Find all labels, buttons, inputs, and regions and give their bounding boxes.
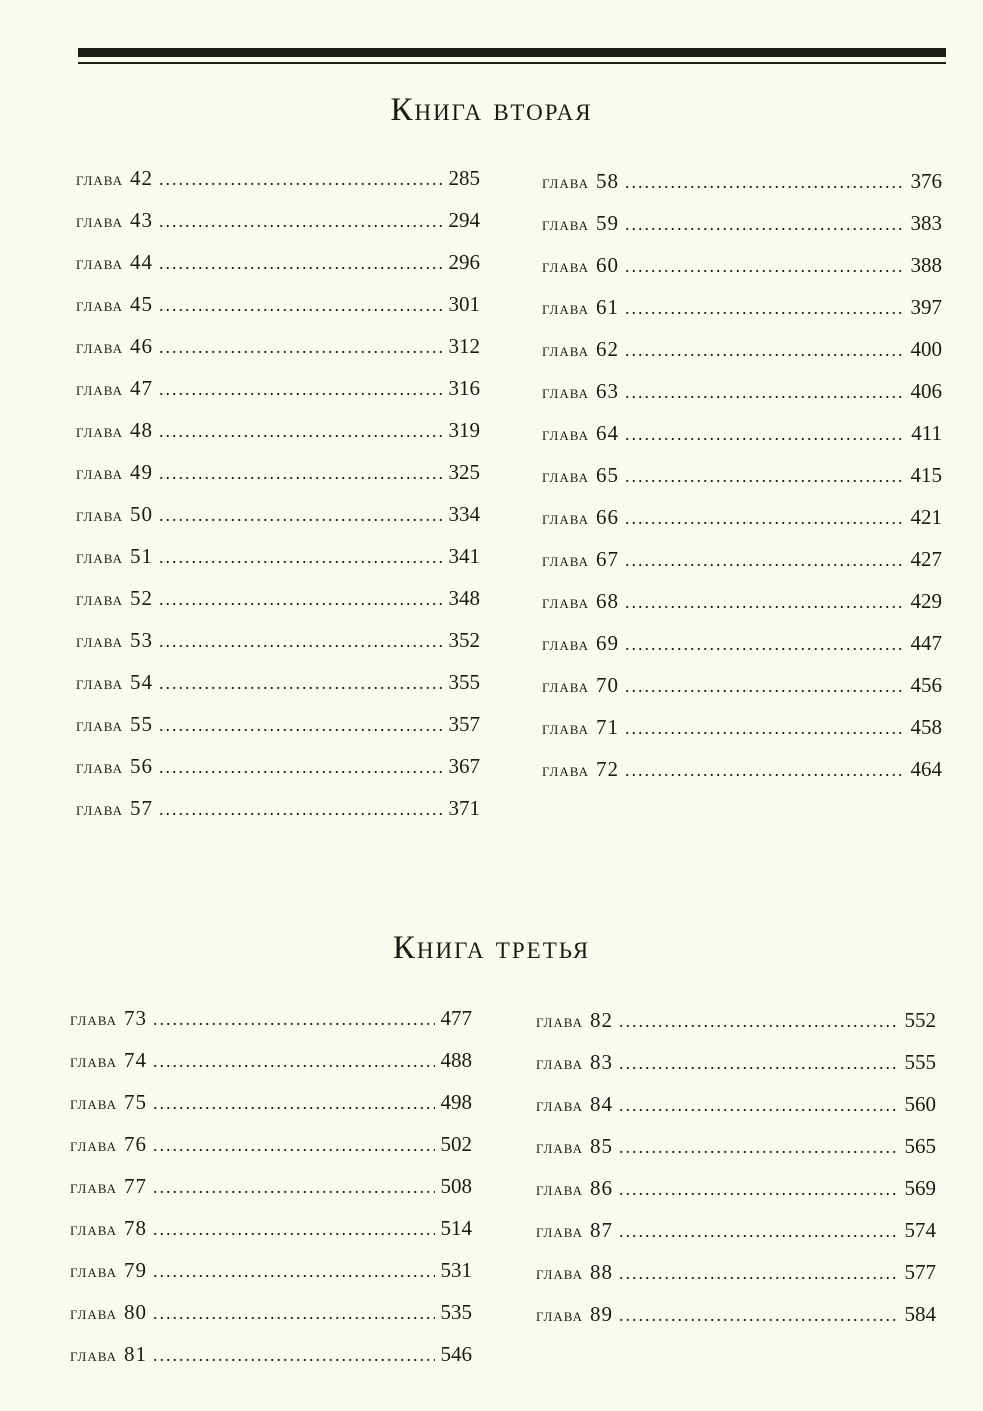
toc-entry [70, 1296, 472, 1328]
toc-entry [542, 459, 942, 491]
chapter-heading [536, 1214, 613, 1248]
page-number: 552 [904, 1008, 936, 1032]
chapter-heading [70, 1002, 147, 1036]
chapter-heading [70, 1086, 147, 1120]
dot-leader [625, 250, 905, 282]
page-number: 429 [910, 589, 942, 613]
chapter-number: 54 [129, 670, 153, 694]
page-number: 355 [448, 670, 480, 694]
chapter-number: 44 [129, 250, 153, 274]
chapter-heading [70, 1254, 147, 1288]
chapter-label: глава [76, 799, 123, 820]
chapter-label: глава [542, 508, 589, 529]
toc-entry [70, 1254, 472, 1286]
chapter-number: 71 [595, 715, 619, 739]
dot-leader [159, 625, 443, 657]
chapter-label: глава [76, 547, 123, 568]
dot-leader [625, 166, 905, 198]
header-rule-thin [78, 62, 946, 64]
dot-leader [159, 457, 443, 489]
chapter-number: 55 [129, 712, 153, 736]
page-number: 464 [910, 757, 942, 781]
chapter-label: глава [542, 466, 589, 487]
toc-entry [542, 207, 942, 239]
page-number: 514 [440, 1216, 472, 1240]
chapter-number: 77 [123, 1174, 147, 1198]
page-number: 447 [910, 631, 942, 655]
dot-leader [625, 460, 905, 492]
page-number: 555 [904, 1050, 936, 1074]
chapter-heading [542, 249, 619, 283]
toc-entry [542, 165, 942, 197]
page-number: 477 [440, 1006, 472, 1030]
chapter-label: глава [76, 253, 123, 274]
page-number: 296 [448, 250, 480, 274]
chapter-heading [70, 1044, 147, 1078]
toc-entry [536, 1088, 936, 1120]
chapter-heading [76, 624, 153, 658]
page-number: 367 [448, 754, 480, 778]
chapter-number: 62 [595, 337, 619, 361]
chapter-heading [70, 1128, 147, 1162]
toc-entry [70, 1170, 472, 1202]
chapter-label: глава [70, 1135, 117, 1156]
chapter-heading [76, 498, 153, 532]
chapter-heading [76, 372, 153, 406]
page-number: 535 [440, 1300, 472, 1324]
chapter-number: 75 [123, 1090, 147, 1114]
page-number: 415 [910, 463, 942, 487]
dot-leader [619, 1173, 899, 1205]
dot-leader [153, 1003, 435, 1035]
toc-entry [70, 1212, 472, 1244]
chapter-heading [536, 1298, 613, 1332]
toc-entry [76, 162, 480, 194]
chapter-heading [70, 1170, 147, 1204]
chapter-label: глава [70, 1261, 117, 1282]
chapter-number: 80 [123, 1300, 147, 1324]
toc-entry [536, 1214, 936, 1246]
chapter-heading [76, 246, 153, 280]
dot-leader [159, 373, 443, 405]
chapter-number: 83 [589, 1050, 613, 1074]
chapter-label: глава [76, 379, 123, 400]
page-number: 488 [440, 1048, 472, 1072]
toc-entry [536, 1004, 936, 1036]
chapter-label: глава [70, 1051, 117, 1072]
toc-entry [76, 330, 480, 362]
chapter-heading [70, 1212, 147, 1246]
toc-entry [536, 1172, 936, 1204]
page-number: 352 [448, 628, 480, 652]
dot-leader [619, 1215, 899, 1247]
toc-entry [70, 1086, 472, 1118]
chapter-heading [76, 792, 153, 826]
chapter-number: 82 [589, 1008, 613, 1032]
chapter-heading [536, 1130, 613, 1164]
chapter-number: 53 [129, 628, 153, 652]
chapter-label: глава [536, 1095, 583, 1116]
chapter-heading [542, 711, 619, 745]
chapter-number: 79 [123, 1258, 147, 1282]
chapter-heading [542, 627, 619, 661]
toc-entry [542, 585, 942, 617]
chapter-heading [76, 414, 153, 448]
chapter-heading [76, 666, 153, 700]
dot-leader [625, 586, 905, 618]
toc-entry [76, 666, 480, 698]
chapter-label: глава [76, 295, 123, 316]
chapter-heading [76, 456, 153, 490]
chapter-label: глава [70, 1177, 117, 1198]
toc-entry [542, 417, 942, 449]
chapter-number: 43 [129, 208, 153, 232]
page-number: 546 [440, 1342, 472, 1366]
page-number: 427 [910, 547, 942, 571]
page-number: 371 [448, 796, 480, 820]
toc-entry [542, 375, 942, 407]
page-number: 421 [910, 505, 942, 529]
chapter-number: 64 [595, 421, 619, 445]
chapter-number: 51 [129, 544, 153, 568]
chapter-label: глава [536, 1221, 583, 1242]
chapter-heading [542, 333, 619, 367]
toc-entry [76, 246, 480, 278]
chapter-label: глава [542, 382, 589, 403]
chapter-number: 89 [589, 1302, 613, 1326]
dot-leader [619, 1047, 899, 1079]
chapter-number: 63 [595, 379, 619, 403]
chapter-label: глава [76, 211, 123, 232]
toc-entry [542, 543, 942, 575]
book-three-title: Книга третья [392, 930, 591, 966]
chapter-label: глава [542, 340, 589, 361]
chapter-number: 45 [129, 292, 153, 316]
chapter-heading [76, 750, 153, 784]
chapter-label: глава [542, 172, 589, 193]
chapter-number: 67 [595, 547, 619, 571]
chapter-heading [76, 288, 153, 322]
page-number: 400 [910, 337, 942, 361]
toc-entry [536, 1298, 936, 1330]
chapter-label: глава [542, 718, 589, 739]
chapter-label: глава [76, 421, 123, 442]
page-number: 565 [904, 1134, 936, 1158]
toc-entry [536, 1130, 936, 1162]
page-number: 574 [904, 1218, 936, 1242]
chapter-label: глава [76, 631, 123, 652]
page-number: 388 [910, 253, 942, 277]
page-number: 341 [448, 544, 480, 568]
chapter-label: глава [76, 505, 123, 526]
toc-entry [76, 456, 480, 488]
chapter-label: глава [70, 1009, 117, 1030]
chapter-number: 59 [595, 211, 619, 235]
dot-leader [153, 1297, 435, 1329]
toc-entry [76, 288, 480, 320]
chapter-number: 76 [123, 1132, 147, 1156]
dot-leader [159, 415, 443, 447]
header-rule-thick [78, 48, 946, 57]
page-number: 411 [911, 421, 942, 445]
page-number: 560 [904, 1092, 936, 1116]
dot-leader [625, 544, 905, 576]
chapter-heading [536, 1256, 613, 1290]
chapter-heading [542, 375, 619, 409]
chapter-heading [76, 162, 153, 196]
page-number: 383 [910, 211, 942, 235]
chapter-number: 73 [123, 1006, 147, 1030]
toc-entry [76, 498, 480, 530]
chapter-number: 47 [129, 376, 153, 400]
toc-entry [76, 372, 480, 404]
toc-entry [70, 1338, 472, 1370]
dot-leader [153, 1129, 435, 1161]
dot-leader [625, 376, 905, 408]
chapter-number: 52 [129, 586, 153, 610]
chapter-label: глава [536, 1137, 583, 1158]
chapter-label: глава [542, 592, 589, 613]
chapter-number: 87 [589, 1218, 613, 1242]
page-number: 357 [448, 712, 480, 736]
chapter-label: глава [536, 1053, 583, 1074]
page-number: 319 [448, 418, 480, 442]
toc-entry [536, 1046, 936, 1078]
chapter-number: 78 [123, 1216, 147, 1240]
chapter-label: глава [536, 1305, 583, 1326]
dot-leader [619, 1005, 899, 1037]
chapter-heading [70, 1338, 147, 1372]
dot-leader [159, 541, 443, 573]
toc-entry [70, 1002, 472, 1034]
chapter-label: глава [542, 676, 589, 697]
toc-entry [542, 333, 942, 365]
page-number: 301 [448, 292, 480, 316]
chapter-label: глава [70, 1345, 117, 1366]
toc-entry [542, 711, 942, 743]
page-number: 376 [910, 169, 942, 193]
chapter-number: 72 [595, 757, 619, 781]
toc-entry [76, 624, 480, 656]
toc-entry [76, 750, 480, 782]
page-number: 406 [910, 379, 942, 403]
toc-entry [76, 582, 480, 614]
page-number: 569 [904, 1176, 936, 1200]
dot-leader [159, 331, 443, 363]
chapter-label: глава [70, 1093, 117, 1114]
toc-entry [76, 414, 480, 446]
chapter-number: 65 [595, 463, 619, 487]
chapter-heading [542, 543, 619, 577]
chapter-number: 69 [595, 631, 619, 655]
dot-leader [619, 1089, 899, 1121]
chapter-heading [542, 417, 619, 451]
toc-entry [542, 249, 942, 281]
chapter-label: глава [76, 337, 123, 358]
chapter-heading [542, 459, 619, 493]
chapter-heading [542, 585, 619, 619]
dot-leader [153, 1339, 435, 1371]
dot-leader [153, 1087, 435, 1119]
chapter-label: глава [542, 550, 589, 571]
dot-leader [625, 418, 905, 450]
dot-leader [625, 502, 905, 534]
chapter-number: 60 [595, 253, 619, 277]
page-number: 316 [448, 376, 480, 400]
dot-leader [159, 163, 443, 195]
chapter-heading [542, 207, 619, 241]
dot-leader [625, 208, 905, 240]
chapter-label: глава [76, 463, 123, 484]
page-number: 456 [910, 673, 942, 697]
toc-entry [542, 501, 942, 533]
dot-leader [153, 1213, 435, 1245]
dot-leader [159, 793, 443, 825]
dot-leader [625, 712, 905, 744]
chapter-heading [542, 165, 619, 199]
toc-entry [76, 708, 480, 740]
chapter-heading [542, 291, 619, 325]
dot-leader [159, 247, 443, 279]
page-number: 458 [910, 715, 942, 739]
page-number: 334 [448, 502, 480, 526]
chapter-heading [76, 204, 153, 238]
page-number: 285 [448, 166, 480, 190]
chapter-number: 74 [123, 1048, 147, 1072]
chapter-number: 56 [129, 754, 153, 778]
chapter-number: 46 [129, 334, 153, 358]
toc-entry [542, 669, 942, 701]
dot-leader [159, 289, 443, 321]
page-number: 508 [440, 1174, 472, 1198]
page-number: 577 [904, 1260, 936, 1284]
chapter-number: 86 [589, 1176, 613, 1200]
toc-entry [542, 627, 942, 659]
dot-leader [619, 1131, 899, 1163]
chapter-heading [536, 1172, 613, 1206]
chapter-heading [536, 1004, 613, 1038]
toc-entry [542, 753, 942, 785]
chapter-number: 66 [595, 505, 619, 529]
chapter-label: глава [542, 214, 589, 235]
dot-leader [625, 292, 905, 324]
page-number: 325 [448, 460, 480, 484]
page-number: 584 [904, 1302, 936, 1326]
chapter-label: глава [536, 1179, 583, 1200]
chapter-number: 88 [589, 1260, 613, 1284]
dot-leader [153, 1045, 435, 1077]
dot-leader [625, 334, 905, 366]
chapter-heading [542, 669, 619, 703]
chapter-number: 84 [589, 1092, 613, 1116]
chapter-number: 61 [595, 295, 619, 319]
chapter-number: 85 [589, 1134, 613, 1158]
chapter-number: 58 [595, 169, 619, 193]
page-number: 294 [448, 208, 480, 232]
page-number: 498 [440, 1090, 472, 1114]
book-two-title: Книга вторая [390, 92, 593, 128]
chapter-number: 48 [129, 418, 153, 442]
dot-leader [159, 499, 443, 531]
dot-leader [159, 583, 443, 615]
chapter-label: глава [70, 1219, 117, 1240]
chapter-label: глава [70, 1303, 117, 1324]
toc-entry [76, 204, 480, 236]
chapter-label: глава [542, 760, 589, 781]
chapter-label: глава [542, 424, 589, 445]
chapter-label: глава [76, 673, 123, 694]
dot-leader [625, 670, 905, 702]
dot-leader [159, 751, 443, 783]
dot-leader [153, 1255, 435, 1287]
page-number: 348 [448, 586, 480, 610]
chapter-number: 81 [123, 1342, 147, 1366]
chapter-number: 50 [129, 502, 153, 526]
dot-leader [625, 628, 905, 660]
chapter-number: 57 [129, 796, 153, 820]
toc-entry [70, 1128, 472, 1160]
chapter-label: глава [542, 634, 589, 655]
chapter-heading [536, 1046, 613, 1080]
page-number: 502 [440, 1132, 472, 1156]
chapter-heading [76, 582, 153, 616]
chapter-heading [542, 753, 619, 787]
page-number: 312 [448, 334, 480, 358]
toc-entry [70, 1044, 472, 1076]
page-number: 531 [440, 1258, 472, 1282]
page-number: 397 [910, 295, 942, 319]
chapter-label: глава [76, 169, 123, 190]
chapter-heading [76, 708, 153, 742]
chapter-label: глава [76, 757, 123, 778]
chapter-number: 68 [595, 589, 619, 613]
dot-leader [625, 754, 905, 786]
chapter-heading [76, 540, 153, 574]
dot-leader [159, 667, 443, 699]
chapter-heading [76, 330, 153, 364]
toc-entry [76, 540, 480, 572]
toc-entry [76, 792, 480, 824]
chapter-label: глава [536, 1011, 583, 1032]
chapter-heading [542, 501, 619, 535]
toc-entry [542, 291, 942, 323]
toc-entry [536, 1256, 936, 1288]
chapter-label: глава [542, 298, 589, 319]
dot-leader [159, 205, 443, 237]
chapter-heading [70, 1296, 147, 1330]
chapter-label: глава [536, 1263, 583, 1284]
chapter-heading [536, 1088, 613, 1122]
dot-leader [619, 1257, 899, 1289]
chapter-label: глава [76, 589, 123, 610]
chapter-number: 70 [595, 673, 619, 697]
chapter-label: глава [76, 715, 123, 736]
dot-leader [153, 1171, 435, 1203]
dot-leader [159, 709, 443, 741]
dot-leader [619, 1299, 899, 1331]
chapter-number: 49 [129, 460, 153, 484]
chapter-label: глава [542, 256, 589, 277]
chapter-number: 42 [129, 166, 153, 190]
